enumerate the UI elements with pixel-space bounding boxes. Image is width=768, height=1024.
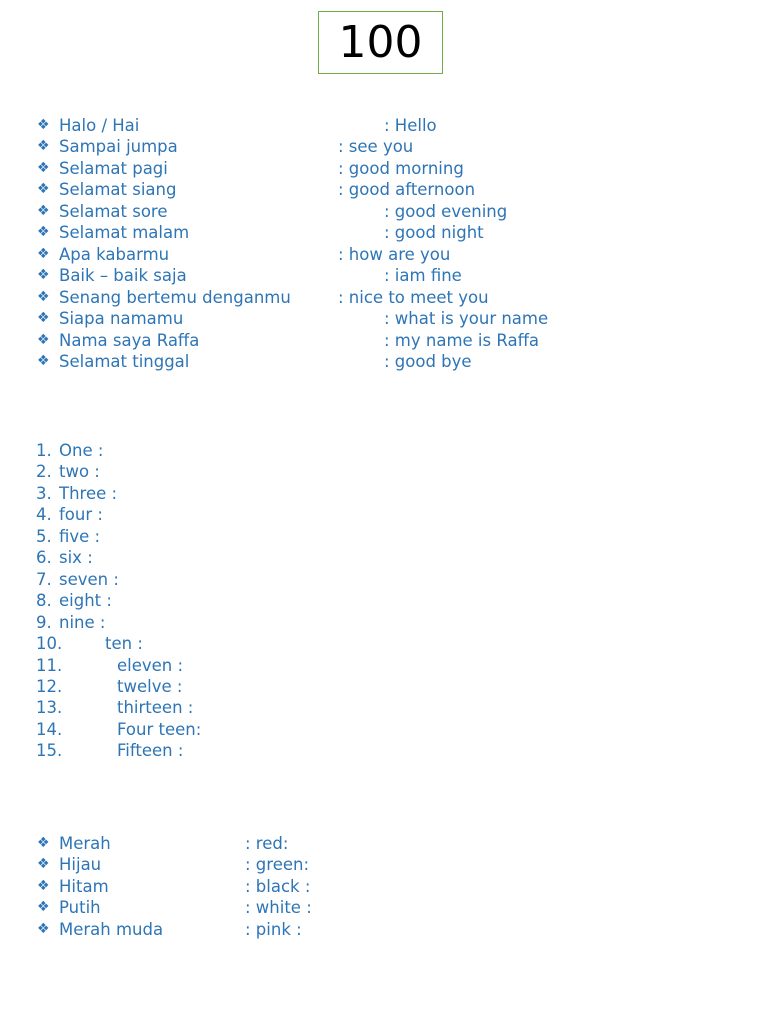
greeting-definition: : see you — [338, 137, 414, 157]
bullet-icon: ❖ — [37, 245, 50, 262]
bullet-icon: ❖ — [37, 181, 50, 198]
color-item — [0, 833, 768, 855]
number-word: thirteen : — [117, 698, 194, 718]
number-item — [0, 526, 768, 548]
bullet-icon: ❖ — [37, 920, 50, 937]
greeting-definition: : good bye — [384, 351, 472, 371]
greeting-definition: : my name is Raffa — [384, 330, 540, 350]
number-word: ten : — [105, 634, 143, 654]
number-word: six : — [59, 548, 93, 568]
bullet-icon: ❖ — [37, 138, 50, 155]
number-item — [0, 697, 768, 719]
number-item — [0, 590, 768, 612]
number-word: Three : — [59, 483, 118, 503]
number-word: One : — [59, 441, 104, 460]
color-definition: : black : — [245, 876, 311, 896]
greeting-term: Selamat sore — [59, 201, 168, 221]
number-word: four : — [59, 505, 103, 525]
bullet-icon: ❖ — [37, 856, 50, 873]
number-word: nine : — [59, 612, 106, 632]
greeting-item — [0, 136, 768, 158]
color-term: Putih — [59, 898, 101, 918]
number-item — [0, 633, 768, 655]
bullet-icon: ❖ — [37, 331, 50, 348]
greeting-definition: : nice to meet you — [338, 287, 489, 307]
greeting-definition: : Hello — [384, 116, 437, 135]
color-item — [0, 897, 768, 919]
bullet-icon: ❖ — [37, 899, 50, 916]
color-item — [0, 876, 768, 898]
greeting-term: Senang bertemu denganmu — [59, 287, 291, 307]
bullet-icon: ❖ — [37, 835, 50, 851]
number-item — [0, 547, 768, 569]
number-word: Fifteen : — [117, 741, 184, 761]
number-word: seven : — [59, 569, 119, 589]
number-index: 5. — [36, 526, 52, 546]
bullet-icon: ❖ — [37, 877, 50, 894]
greeting-item — [0, 265, 768, 287]
number-item — [0, 740, 768, 762]
number-item — [0, 719, 768, 741]
number-word: Four teen: — [117, 719, 202, 739]
color-definition: : white : — [245, 898, 312, 918]
greeting-term: Baik – baik saja — [59, 266, 187, 286]
number-word: twelve : — [117, 676, 183, 696]
greeting-term: Selamat malam — [59, 223, 190, 243]
bullet-icon: ❖ — [37, 267, 50, 284]
number-item — [0, 440, 768, 462]
bullet-icon: ❖ — [37, 117, 50, 133]
greeting-definition: : what is your name — [384, 309, 549, 329]
number-index: 2. — [36, 462, 52, 482]
color-definition: : pink : — [245, 919, 302, 939]
number-word: eight : — [59, 591, 112, 611]
color-definition: : green: — [245, 855, 310, 875]
greeting-item — [0, 179, 768, 201]
number-index: 11. — [36, 655, 63, 675]
number-word: eleven : — [117, 655, 184, 675]
bullet-icon: ❖ — [37, 310, 50, 327]
greeting-item — [0, 244, 768, 266]
color-term: Merah muda — [59, 919, 164, 939]
greeting-term: Apa kabarmu — [59, 244, 170, 264]
greeting-definition: : good night — [384, 223, 484, 243]
greeting-definition: : good morning — [338, 158, 464, 178]
greeting-term: Siapa namamu — [59, 309, 184, 329]
greeting-item — [0, 201, 768, 223]
number-index: 12. — [36, 676, 63, 696]
greeting-item — [0, 158, 768, 180]
number-index: 4. — [36, 505, 52, 525]
greeting-item — [0, 115, 768, 137]
number-item — [0, 612, 768, 634]
color-definition: : red: — [245, 834, 289, 853]
number-index: 6. — [36, 548, 52, 568]
bullet-icon: ❖ — [37, 159, 50, 176]
greeting-item — [0, 287, 768, 309]
greeting-term: Selamat pagi — [59, 158, 168, 178]
color-term: Merah — [59, 834, 111, 853]
number-item — [0, 676, 768, 698]
number-word: two : — [59, 462, 100, 482]
bullet-icon: ❖ — [37, 224, 50, 241]
number-index: 9. — [36, 612, 52, 632]
bullet-icon: ❖ — [37, 288, 50, 305]
number-index: 7. — [36, 569, 52, 589]
color-term: Hitam — [59, 876, 109, 896]
number-item — [0, 655, 768, 677]
number-index: 3. — [36, 483, 52, 503]
greeting-definition: : good afternoon — [338, 180, 476, 200]
greeting-item — [0, 222, 768, 244]
score-value: 100 — [338, 17, 423, 68]
bullet-icon: ❖ — [37, 202, 50, 219]
greeting-definition: : how are you — [338, 244, 451, 264]
color-term: Hijau — [59, 855, 102, 875]
greeting-term: Sampai jumpa — [59, 137, 178, 157]
color-item — [0, 919, 768, 941]
greeting-item — [0, 330, 768, 352]
greeting-definition: : iam fine — [384, 266, 462, 286]
number-index: 15. — [36, 741, 63, 761]
greeting-item — [0, 351, 768, 373]
greeting-term: Halo / Hai — [59, 116, 140, 135]
greeting-term: Nama saya Raffa — [59, 330, 200, 350]
number-item — [0, 504, 768, 526]
number-index: 8. — [36, 591, 52, 611]
number-item — [0, 569, 768, 591]
bullet-icon: ❖ — [37, 352, 50, 369]
number-item — [0, 483, 768, 505]
greeting-item — [0, 308, 768, 330]
number-index: 10. — [36, 634, 63, 654]
score-box — [318, 11, 443, 74]
number-index: 1. — [36, 441, 52, 460]
number-index: 14. — [36, 719, 63, 739]
greeting-term: Selamat tinggal — [59, 351, 190, 371]
greeting-definition: : good evening — [384, 201, 508, 221]
color-item — [0, 854, 768, 876]
greeting-term: Selamat siang — [59, 180, 177, 200]
number-item — [0, 461, 768, 483]
number-index: 13. — [36, 698, 63, 718]
number-word: five : — [59, 526, 101, 546]
